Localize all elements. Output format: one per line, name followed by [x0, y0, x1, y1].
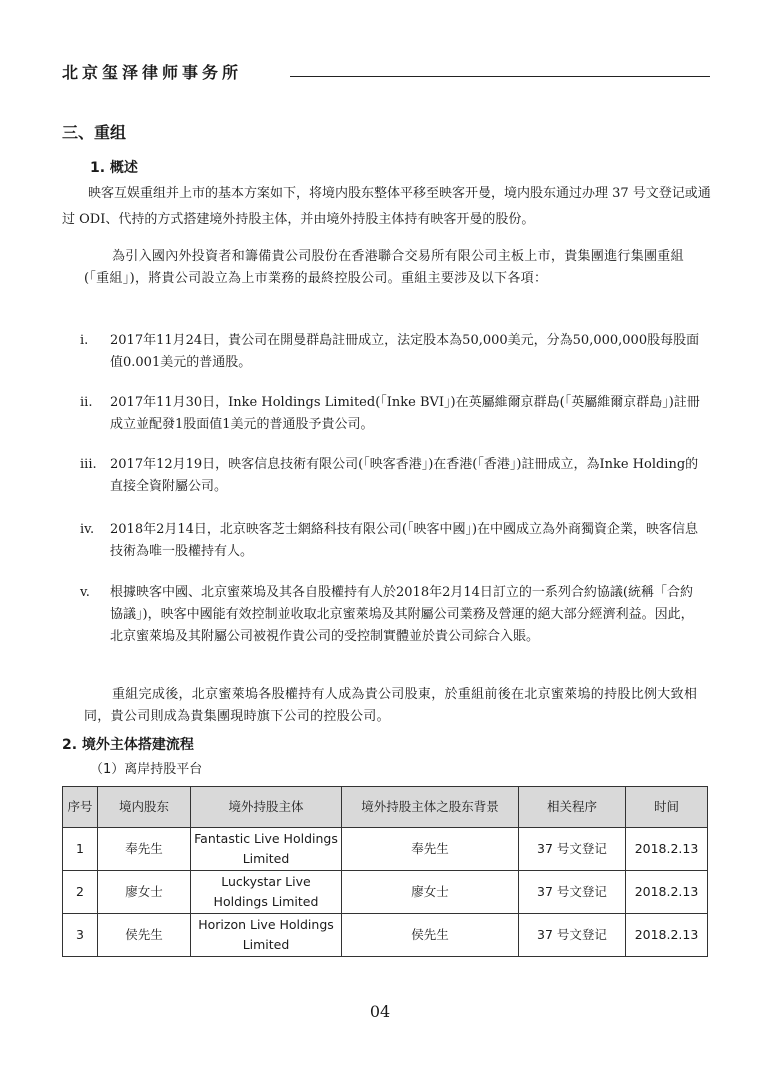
table-cell: 37 号文登记	[519, 914, 626, 957]
offshore-platform-table	[62, 786, 708, 957]
column-header: 序号	[63, 787, 98, 828]
column-header: 境外持股主体	[191, 787, 342, 828]
table-row	[63, 914, 708, 957]
quote-item	[80, 582, 700, 648]
table-row	[63, 871, 708, 914]
flow-heading: 2. 境外主体搭建流程	[62, 737, 194, 753]
table-cell: 3	[63, 914, 98, 957]
overview-heading: 1. 概述	[90, 160, 138, 176]
intro-paragraph: 映客互娱重组并上市的基本方案如下，将境内股东整体平移至映客开曼，境内股东通过办理 37 号文登记或通过 ODI、代持的方式搭建境外持股主体，并由境外持股主体持有映客开曼的股份。	[62, 186, 711, 227]
header-rule	[290, 76, 710, 77]
quote-item	[80, 330, 700, 374]
column-header: 相关程序	[519, 787, 626, 828]
table-cell: 侯先生	[342, 914, 519, 957]
page-header	[62, 60, 710, 84]
flow-subheading: （1）离岸持股平台	[90, 762, 203, 777]
quote-item	[80, 392, 700, 436]
quote-item-text: 2017年12月19日，映客信息技術有限公司(「映客香港」)在香港(「香港」)註冊成立，為Inke Holding的直接全資附屬公司。	[110, 457, 699, 494]
table-cell: 37 号文登记	[519, 871, 626, 914]
page-number: 04	[369, 1002, 391, 1021]
quote-item-text: 根據映客中國、北京蜜萊塢及其各自股權持有人於2018年2月14日訂立的一系列合約協議(統稱「合約協議」)，映客中國能有效控制並收取北京蜜萊塢及其附屬公司業務及營運的絕大部分經濟利益。因此，北京蜜萊塢及其附屬公司被視作貴公司的受控制實體並於貴公司綜合入賬。	[110, 585, 694, 644]
table-cell: 37 号文登记	[519, 828, 626, 871]
column-header: 境外持股主体之股东背景	[342, 787, 519, 828]
quote-item-text: 2018年2月14日，北京映客芝士網絡科技有限公司(「映客中國」)在中國成立為外商獨資企業，映客信息技術為唯一股權持有人。	[110, 522, 699, 559]
table-cell: 廖女士	[342, 871, 519, 914]
quote-item	[80, 454, 700, 498]
quote-item-number: i.	[80, 333, 89, 348]
table-row	[63, 828, 708, 871]
table-cell: 2018.2.13	[626, 914, 708, 957]
firm-name: 北京玺泽律师事务所	[62, 63, 243, 82]
table-cell: 1	[63, 828, 98, 871]
table-header-row	[63, 787, 708, 828]
quote-item	[80, 519, 700, 563]
table-cell: 奉先生	[342, 828, 519, 871]
table-cell: 2018.2.13	[626, 828, 708, 871]
table-cell: 2018.2.13	[626, 871, 708, 914]
table-cell: Luckystar Live Holdings Limited	[191, 871, 342, 914]
table-cell: Horizon Live Holdings Limited	[191, 914, 342, 957]
quote-item-text: 2017年11月24日，貴公司在開曼群島註冊成立，法定股本為50,000美元，分為50,000,000股每股面值0.001美元的普通股。	[110, 333, 700, 370]
quote-lead-paragraph: 為引入國內外投資者和籌備貴公司股份在香港聯合交易所有限公司主板上市，貴集團進行集團重組(「重組」)，將貴公司設立為上市業務的最終控股公司。重組主要涉及以下各項：	[84, 249, 684, 286]
quote-item-number: v.	[80, 585, 90, 600]
table-cell: 侯先生	[98, 914, 191, 957]
quote-item-number: iv.	[80, 522, 95, 537]
column-header: 时间	[626, 787, 708, 828]
table-cell: 廖女士	[98, 871, 191, 914]
quote-item-number: ii.	[80, 395, 93, 410]
column-header: 境内股东	[98, 787, 191, 828]
table-cell: Fantastic Live Holdings Limited	[191, 828, 342, 871]
quote-closing-paragraph: 重組完成後，北京蜜萊塢各股權持有人成為貴公司股東，於重組前後在北京蜜萊塢的持股比例大致相同，貴公司則成為貴集團現時旗下公司的控股公司。	[84, 687, 698, 724]
table-cell: 奉先生	[98, 828, 191, 871]
section-title: 三、重组	[62, 123, 127, 142]
table-cell: 2	[63, 871, 98, 914]
quote-item-number: iii.	[80, 457, 97, 472]
quote-item-text: 2017年11月30日，Inke Holdings Limited(「Inke BVI」)在英屬維爾京群島(「英屬維爾京群島」)註冊成立並配發1股面值1美元的普通股予貴公司。	[110, 395, 700, 432]
